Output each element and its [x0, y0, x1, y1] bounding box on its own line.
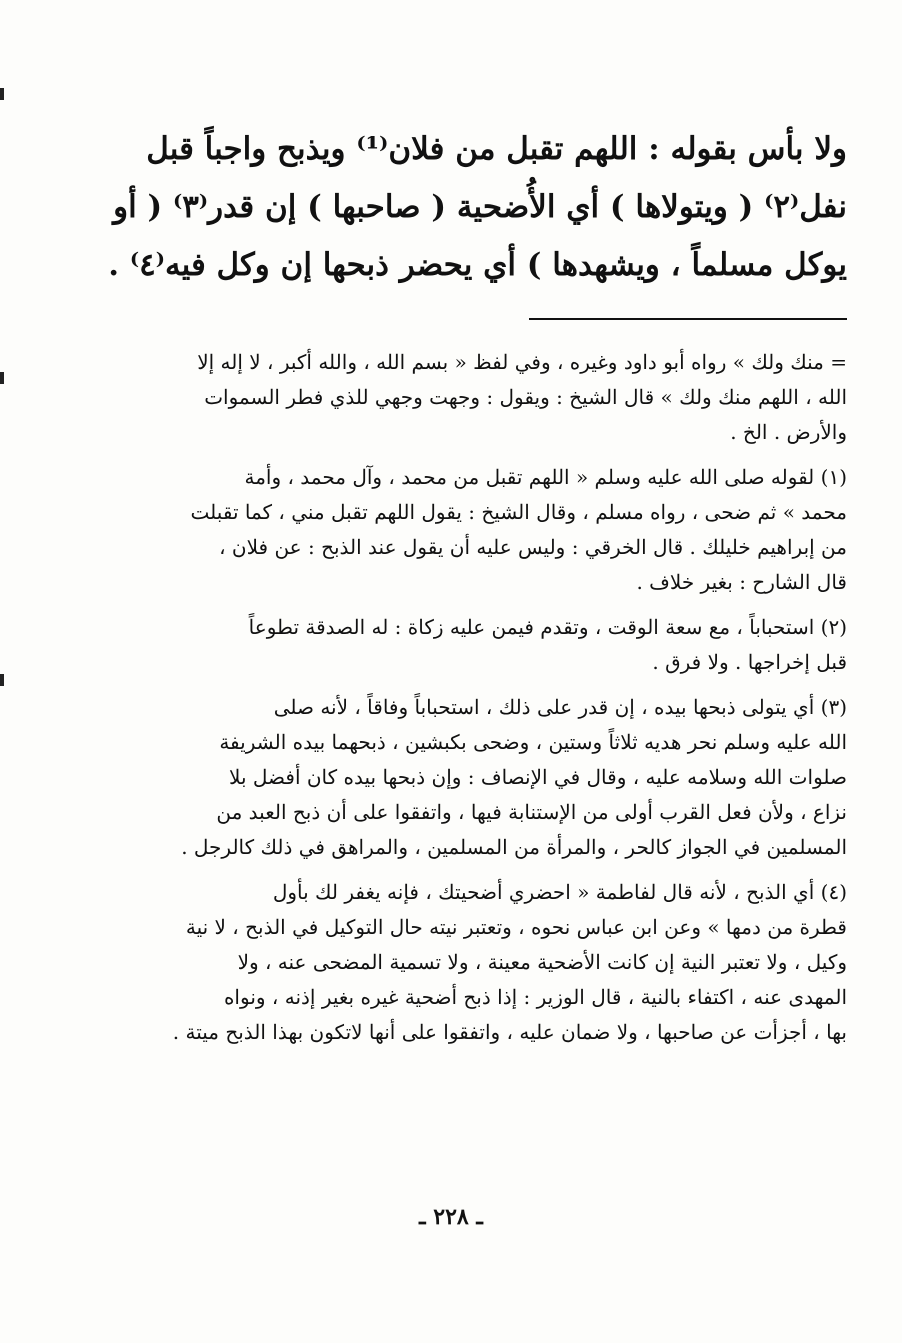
footnote-3	[62, 690, 847, 865]
footnote-line: الله عليه وسلم نحر هديه ثلاثاً وستين ، وضحى بكبشين ، ذبحهما بيده الشريفة	[219, 730, 847, 754]
main-text-line: نفل⁽٢⁾ ( ويتولاها ) أي الأُضحية ( صاحبها ) إن قدر⁽٣⁾ ( أو	[113, 189, 847, 225]
footnote-line: المهدى عنه ، اكتفاء بالنية ، قال الوزير : إذا ذبح أضحية غيره بغير إذنه ، ونواه	[223, 985, 847, 1009]
footnotes	[62, 345, 847, 1060]
footnote-1	[62, 460, 847, 600]
footnote-line: قطرة من دمها » وعن ابن عباس نحوه ، وتعتبر نيته حال التوكيل في الذبح ، لا نية	[185, 915, 847, 939]
footnote-2	[62, 610, 847, 680]
footnote-4	[62, 875, 847, 1050]
footnote-line: صلوات الله وسلامه عليه ، وقال في الإنصاف : وإن ذبحها بيده كان أفضل بلا	[229, 765, 847, 789]
main-text-line: ولا بأس بقوله : اللهم تقبل من فلان⁽¹⁾ ويذبح واجباً قبل	[146, 131, 847, 167]
main-text-line: يوكل مسلماً ، ويشهدها ) أي يحضر ذبحها إن وكل فيه⁽٤⁾ .	[108, 247, 847, 283]
page-number: ـ ٢٢٨ ـ	[419, 1204, 483, 1230]
margin-mark	[0, 88, 4, 100]
footnote-line: قال الشارح : بغير خلاف .	[636, 570, 847, 594]
main-text	[108, 120, 847, 294]
footnote-line: = منك ولك » رواه أبو داود وغيره ، وفي لفظ « بسم الله ، والله أكبر ، لا إله إلا	[197, 350, 847, 374]
footnote-line: (٢) استحباباً ، مع سعة الوقت ، وتقدم فيمن عليه زكاة : له الصدقة تطوعاً	[248, 615, 847, 639]
footnote-line: بها ، أجزأت عن صاحبها ، ولا ضمان عليه ، واتفقوا على أنها لاتكون بهذا الذبح ميتة .	[172, 1020, 847, 1044]
footnote-line: قبل إخراجها . ولا فرق .	[652, 650, 847, 674]
footnote-line: (٤) أي الذبح ، لأنه قال لفاطمة « احضري أضحيتك ، فإنه يغفر لك بأول	[272, 880, 847, 904]
footnote-line: الله ، اللهم منك ولك » قال الشيخ : ويقول : وجهت وجهي للذي فطر السموات	[204, 385, 847, 409]
margin-mark	[0, 674, 4, 686]
footnote-line: محمد » ثم ضحى ، رواه مسلم ، وقال الشيخ : يقول اللهم تقبل مني ، كما تقبلت	[190, 500, 847, 524]
footnote-line: والأرض . الخ .	[730, 420, 847, 444]
footnote-line: وكيل ، ولا تعتبر النية إن كانت الأضحية معينة ، ولا تسمية المضحى عنه ، ولا	[237, 950, 847, 974]
footnote-line: من إبراهيم خليلك . قال الخرقي : وليس عليه أن يقول عند الذبح : عن فلان ،	[219, 535, 847, 559]
margin-mark	[0, 372, 4, 384]
footnote-line: المسلمين في الجواز كالحر ، والمرأة من المسلمين ، والمراهق في ذلك كالرجل .	[181, 835, 847, 859]
footnote-line: (٣) أي يتولى ذبحها بيده ، إن قدر على ذلك ، استحباباً وفاقاً ، لأنه صلى	[273, 695, 847, 719]
footnote-line: (١) لقوله صلى الله عليه وسلم « اللهم تقبل من محمد ، وآل محمد ، وأمة	[244, 465, 847, 489]
footnote-continued	[62, 345, 847, 450]
footnote-separator	[529, 318, 847, 320]
footnote-line: نزاع ، ولأن فعل القرب أولى من الإستنابة فيها ، واتفقوا على أن ذبح العبد من	[216, 800, 847, 824]
